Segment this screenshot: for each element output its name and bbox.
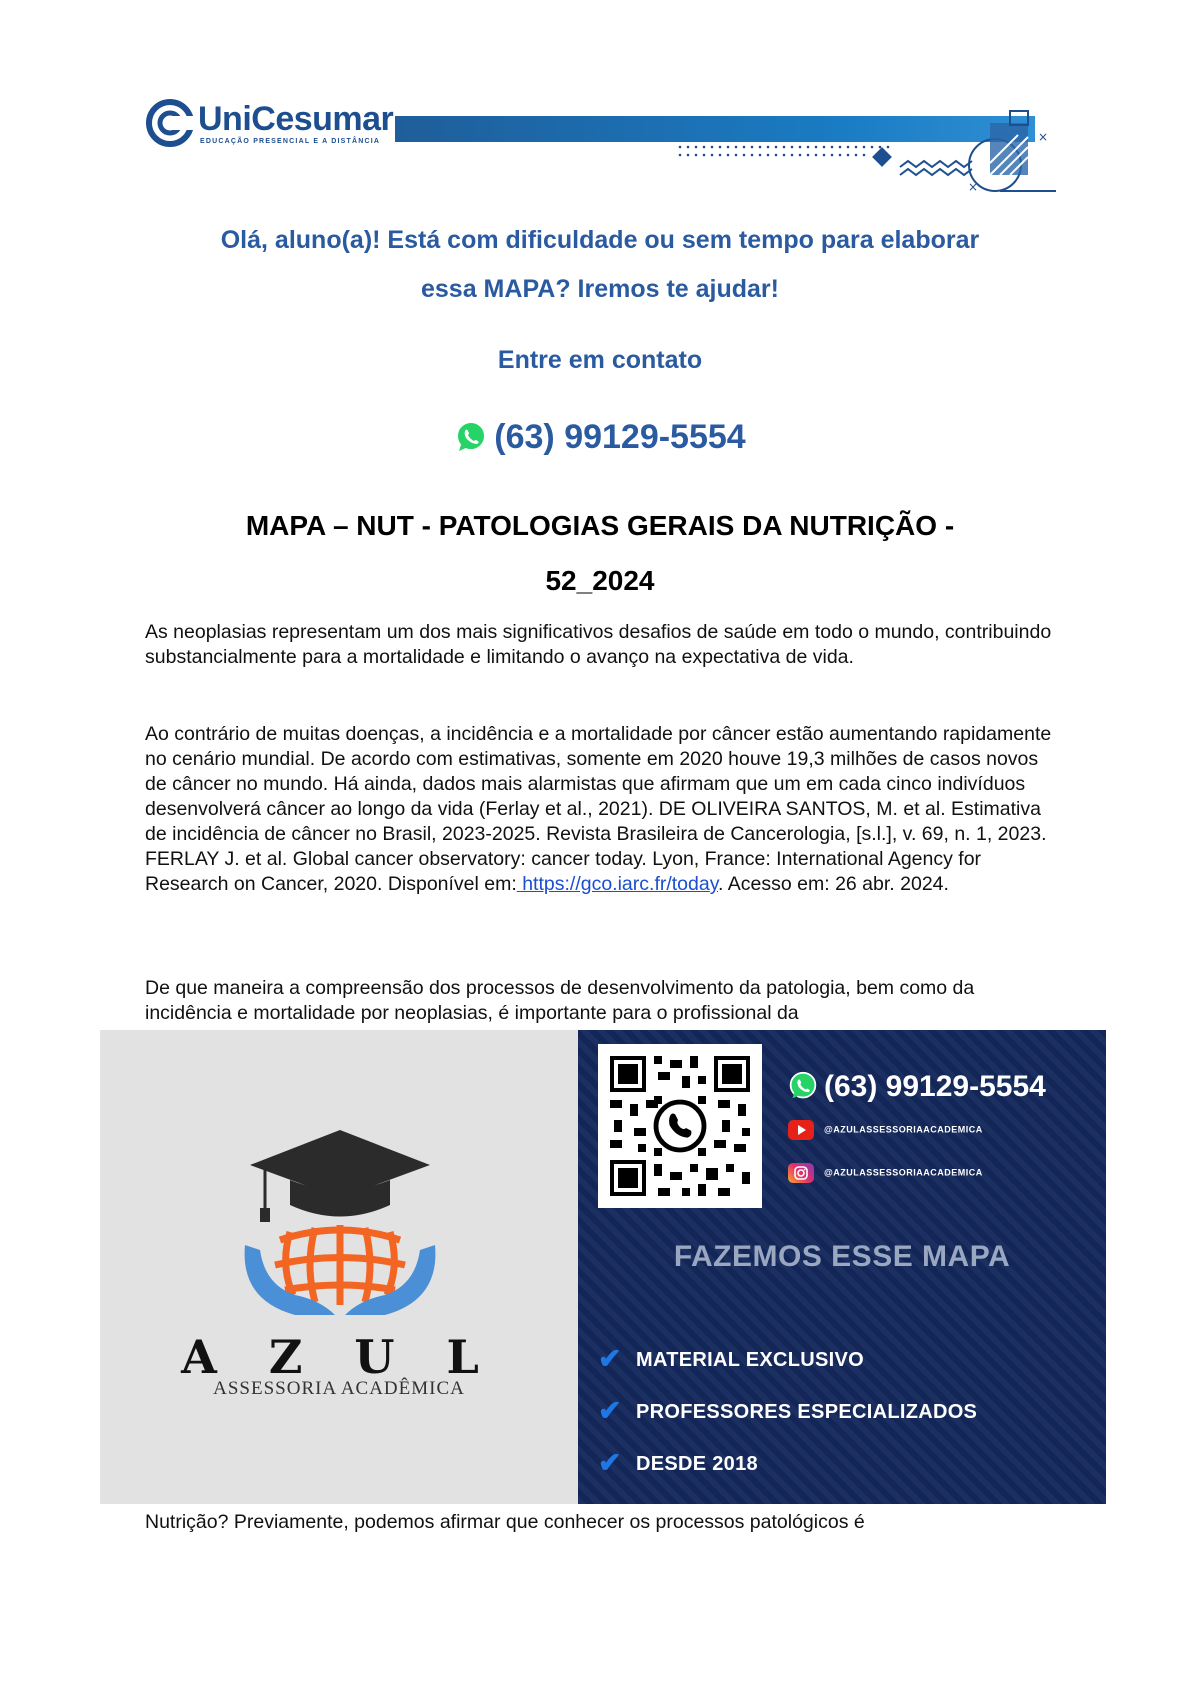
graduation-globe-logo-icon	[225, 1110, 455, 1330]
intro-line-1: Olá, aluno(a)! Está com dificuldade ou sem tempo para elaborar	[220, 226, 980, 254]
paragraph-2-reference	[145, 847, 1065, 897]
banner-phone-number: (63) 99129-5554	[824, 1070, 1046, 1103]
whatsapp-icon	[454, 420, 488, 454]
header-decoration	[660, 105, 1060, 195]
paragraph-1-text: As neoplasias representam um dos mais significativos desafios de saúde em todo o mundo, contribuindo substancialmente para a mortalidade e limitando o avanço na expectativa de vida.	[145, 621, 1052, 668]
reference-text: FERLAY J. et al. Global cancer observatory: cancer today. Lyon, France: International Agency for Research on Cancer, 2020. Disponível em:	[145, 848, 982, 895]
feature-item	[598, 1446, 758, 1479]
svg-text:×: ×	[1038, 130, 1049, 144]
banner-phone[interactable]	[788, 1070, 1046, 1104]
qr-code-icon[interactable]	[598, 1044, 762, 1208]
feature-item	[598, 1342, 864, 1375]
unicesumar-logo-icon	[145, 98, 195, 148]
youtube-icon	[788, 1120, 814, 1140]
contact-heading: Entre em contato	[497, 346, 703, 374]
svg-text:×: ×	[968, 180, 979, 194]
brand-name: A Z U L	[181, 1330, 497, 1384]
youtube-link[interactable]	[788, 1120, 983, 1140]
feature-label: PROFESSORES ESPECIALIZADOS	[636, 1401, 978, 1423]
instagram-handle: @AZULASSESSORIAACADEMICA	[824, 1167, 983, 1178]
banner-cta: FAZEMOS ESSE MAPA	[673, 1240, 1011, 1273]
whatsapp-icon	[788, 1071, 818, 1101]
paragraph-2	[145, 722, 1065, 897]
check-icon: ✔	[598, 1343, 622, 1374]
brand-subtitle: ASSESSORIA ACADÊMICA	[213, 1378, 465, 1399]
document-title-code: 52_2024	[545, 565, 655, 596]
paragraph-4	[145, 1510, 1065, 1535]
check-icon: ✔	[598, 1447, 622, 1478]
check-icon: ✔	[598, 1395, 622, 1426]
phone-number: (63) 99129-5554	[494, 418, 746, 456]
feature-item	[598, 1394, 977, 1427]
feature-label: DESDE 2018	[636, 1453, 758, 1475]
document-title: MAPA – NUT - PATOLOGIAS GERAIS DA NUTRIÇÃO -	[245, 510, 955, 541]
banner-info-panel	[578, 1030, 1106, 1504]
phone-contact[interactable]	[0, 418, 1200, 457]
logo-text: UniCesumar	[198, 100, 394, 138]
logo-tagline: EDUCAÇÃO PRESENCIAL E A DISTÂNCIA	[200, 138, 381, 145]
youtube-handle: @AZULASSESSORIAACADEMICA	[824, 1124, 983, 1135]
paragraph-3-text: De que maneira a compreensão dos processos de desenvolvimento da patologia, bem como da incidência e mortalidade por neoplasias, é importante para o profissional da	[145, 977, 975, 1024]
instagram-link[interactable]	[788, 1163, 983, 1183]
ad-banner[interactable]	[100, 1030, 1106, 1504]
instagram-icon	[788, 1163, 814, 1183]
paragraph-1	[145, 620, 1065, 670]
reference-link[interactable]: https://gco.iarc.fr/today	[516, 873, 719, 895]
paragraph-3	[145, 976, 1065, 1026]
intro-line-2: essa MAPA? Iremos te ajudar!	[421, 275, 779, 303]
reference-access: . Acesso em: 26 abr. 2024.	[718, 873, 949, 895]
paragraph-4-text: Nutrição? Previamente, podemos afirmar que conhecer os processos patológicos é	[145, 1511, 865, 1533]
paragraph-2-text: Ao contrário de muitas doenças, a incidência e a mortalidade por câncer estão aumentando rapidamente no cenário mundial. De acordo com estimativas, somente em 2020 houve 19,3 milhões de casos novos de câncer no mundo. Há ainda, dados mais alarmistas que afirmam que um em cada cinco indivíduos desenvolverá câncer ao longo da vida (Ferlay et al., 2021). DE OLIVEIRA SANTOS, M. et al. Estimativa de incidência de câncer no Brasil, 2023-2025. Revista Brasileira de Cancerologia, [s.l.], v. 69, n. 1, 2023.	[145, 723, 1052, 845]
banner-brand-panel	[100, 1030, 578, 1504]
feature-label: MATERIAL EXCLUSIVO	[636, 1349, 865, 1371]
